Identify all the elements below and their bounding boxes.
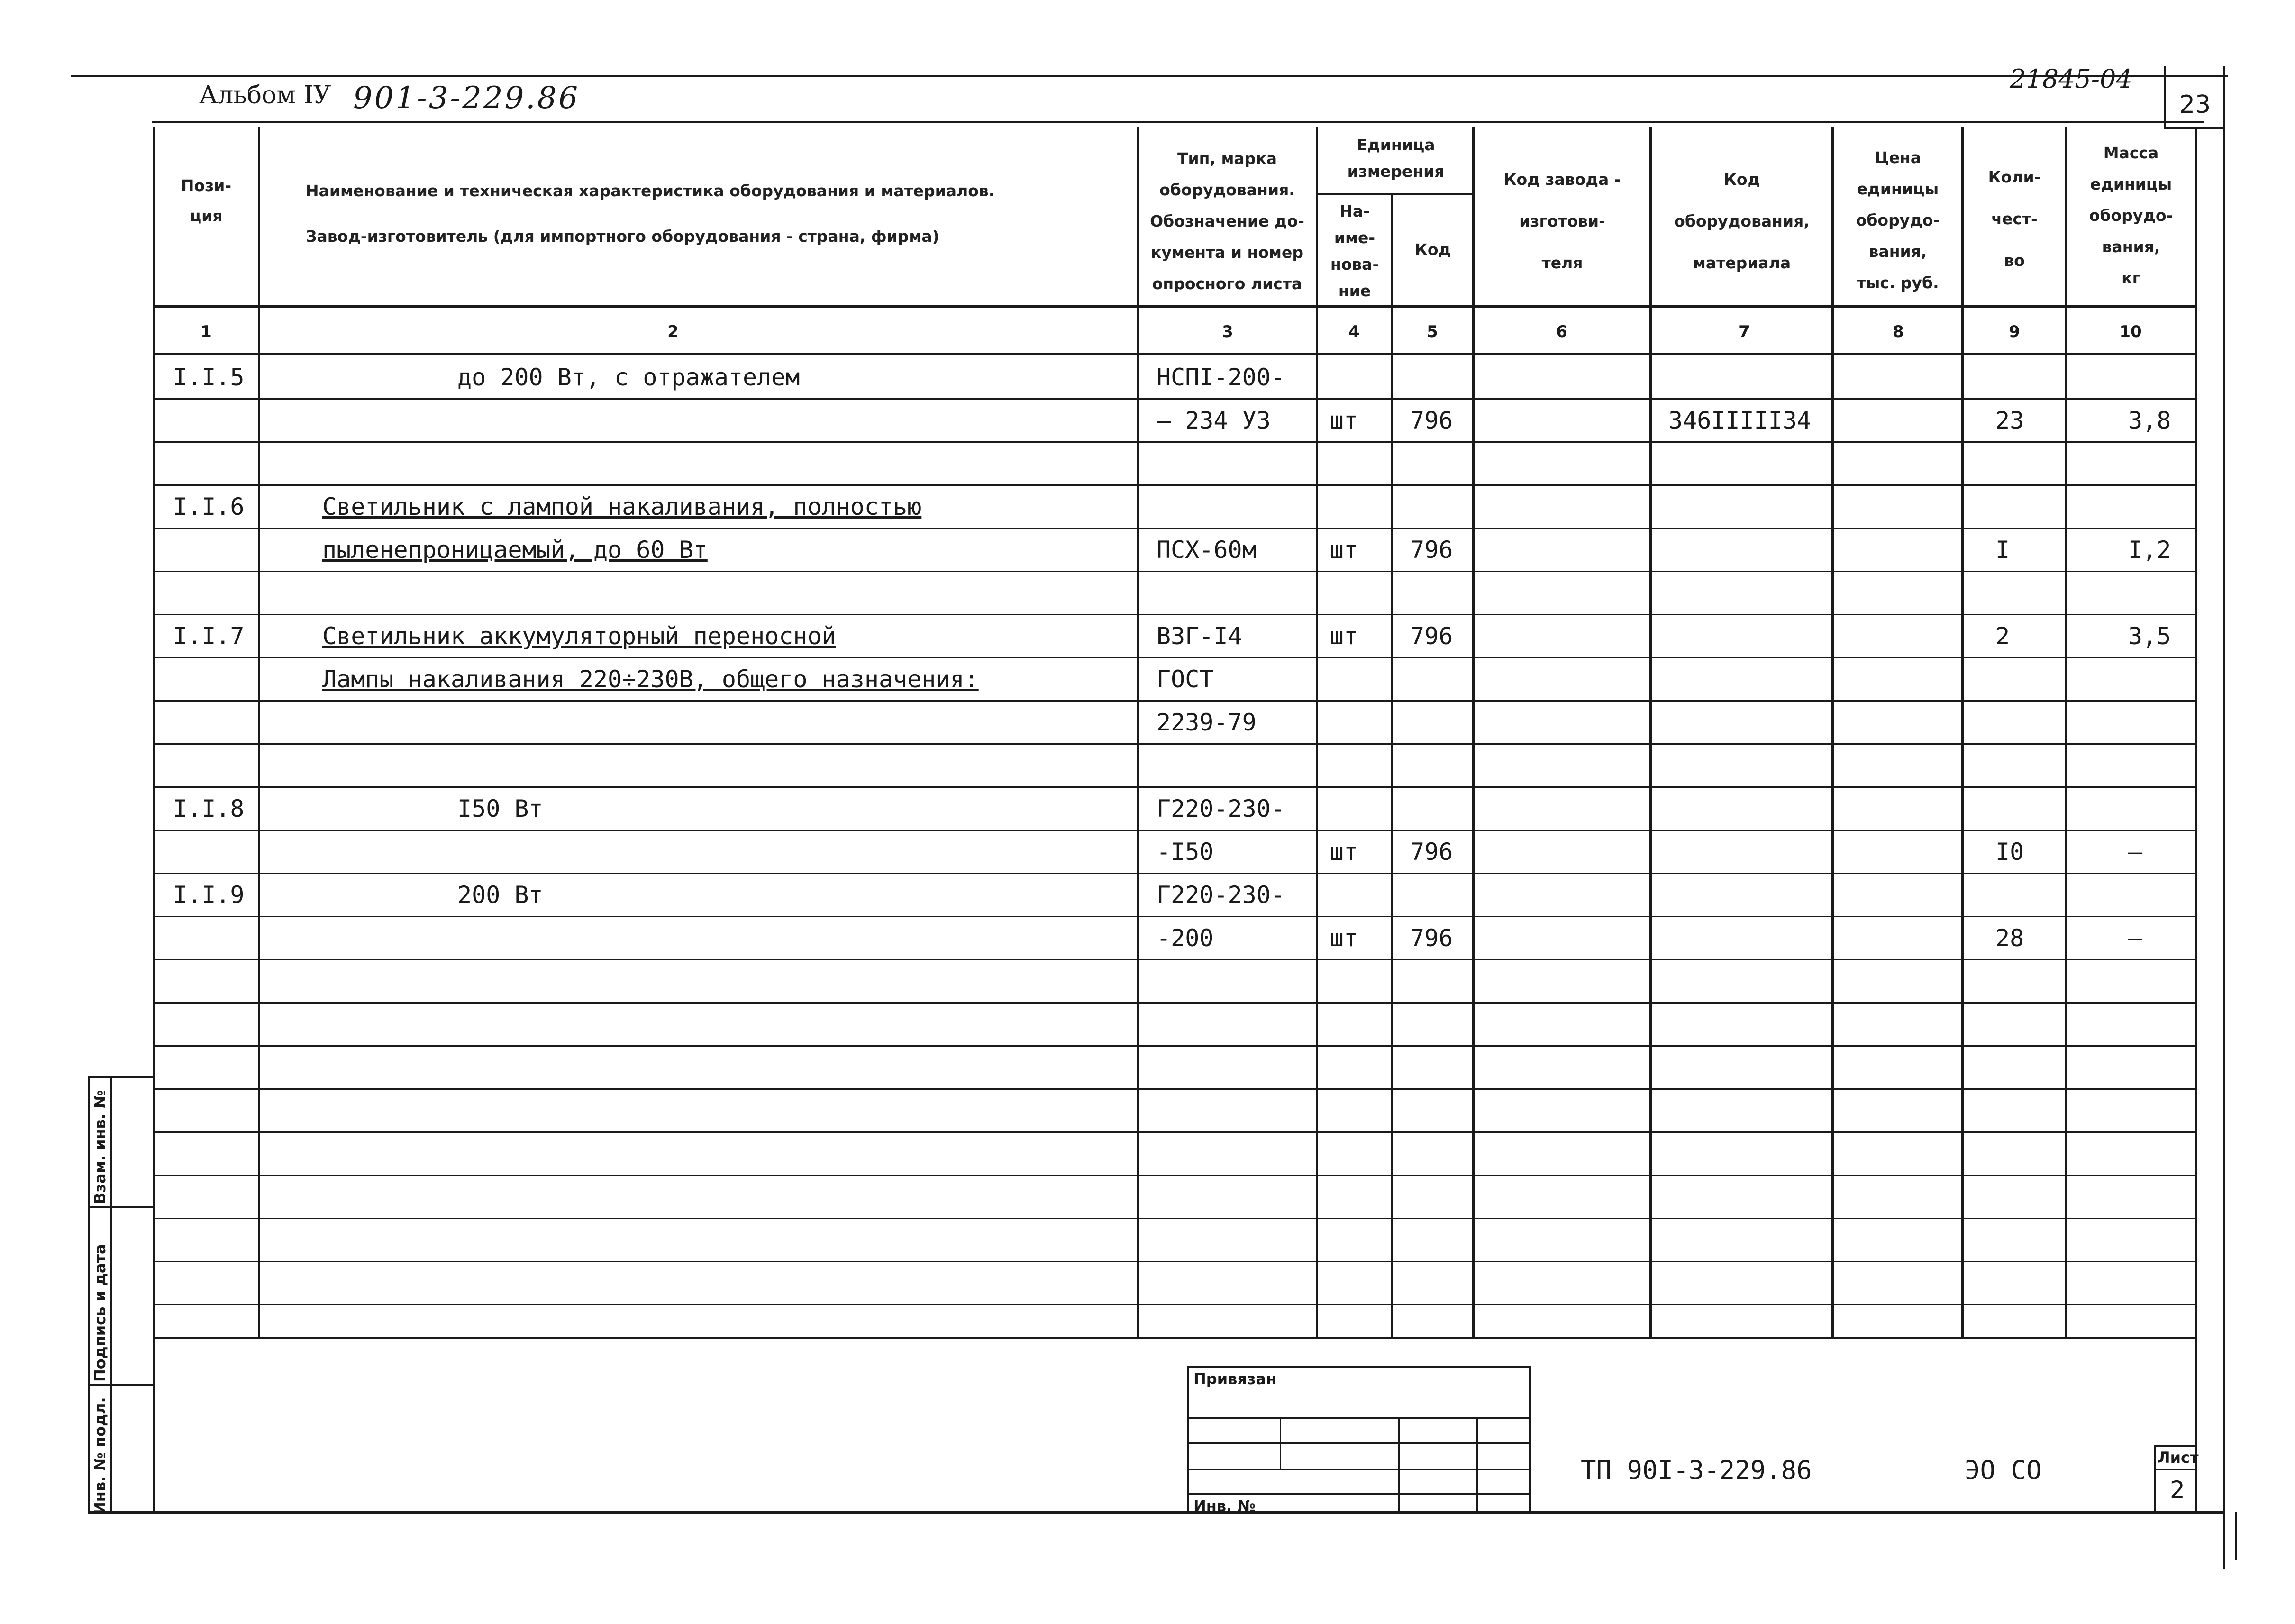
stamp-left xyxy=(1187,1366,1189,1512)
row-code: 796 xyxy=(1410,536,1453,564)
row-name: I50 Вт xyxy=(457,795,543,822)
row-type: Г220-230- xyxy=(1157,795,1285,822)
list-box-mid xyxy=(2154,1469,2197,1470)
row-line xyxy=(153,484,2195,486)
stamp-v3 xyxy=(1476,1417,1478,1512)
stamp-r1 xyxy=(1187,1417,1531,1419)
row-type: НСПI-200- xyxy=(1157,364,1285,391)
row-line xyxy=(153,873,2195,874)
row-type: 2239-79 xyxy=(1157,709,1257,736)
col-num-5: 5 xyxy=(1427,322,1438,341)
side-strip-mid xyxy=(110,1076,112,1512)
bottom-baseline xyxy=(88,1511,2224,1514)
row-quantity: 2 xyxy=(1995,622,2010,650)
row-line xyxy=(153,1261,2195,1262)
side-label-sign: Подпись и дата xyxy=(91,1244,109,1382)
side-strip-top xyxy=(88,1076,154,1078)
row-material-code: 346IIIII34 xyxy=(1668,407,1812,434)
col-num-10: 10 xyxy=(2119,322,2142,341)
row-mass: – xyxy=(2128,924,2143,952)
col-num-7: 7 xyxy=(1739,322,1750,341)
row-line xyxy=(153,528,2195,529)
row-line xyxy=(153,786,2195,788)
row-mass: – xyxy=(2128,838,2143,866)
row-line xyxy=(153,1131,2195,1133)
row-name: пыленепроницаемый, до 60 Вт xyxy=(322,536,708,564)
header-c9: Коли- чест- во xyxy=(1988,168,2041,270)
row-type: -I50 xyxy=(1157,838,1214,866)
stamp-r3 xyxy=(1187,1469,1531,1470)
list-box-left xyxy=(2154,1445,2156,1512)
row-mass: I,2 xyxy=(2128,536,2171,564)
title-underline xyxy=(152,121,2204,123)
row-unit: шт xyxy=(1330,622,1358,650)
row-line xyxy=(153,1002,2195,1004)
top-rule xyxy=(71,75,2228,77)
stamp-r4 xyxy=(1187,1493,1531,1495)
stamp-top xyxy=(1187,1366,1531,1368)
row-line xyxy=(153,700,2195,702)
row-mass: 3,5 xyxy=(2128,622,2171,650)
row-line xyxy=(153,1218,2195,1219)
row-type: ПСХ-60м xyxy=(1157,536,1257,564)
col-sep-6-7 xyxy=(1649,127,1652,1338)
stamp-right xyxy=(1529,1366,1531,1512)
row-quantity: I xyxy=(1995,536,2010,564)
row-unit: шт xyxy=(1330,924,1358,952)
header-c7: Код оборудования, материала xyxy=(1674,170,1810,272)
col-sep-2-3 xyxy=(1137,127,1139,1338)
row-name: 200 Вт xyxy=(457,881,543,909)
doc-designation: ТП 90I-3-229.86 xyxy=(1581,1455,1812,1485)
col-num-3: 3 xyxy=(1222,322,1233,341)
col-sep-3-4 xyxy=(1316,127,1318,1338)
col-sep-5-6 xyxy=(1472,127,1475,1338)
row-quantity: 28 xyxy=(1995,924,2024,952)
header-c1: Пози- ция xyxy=(181,176,232,225)
row-unit: шт xyxy=(1330,838,1358,866)
row-name: Лампы накаливания 220÷230В, общего назначения: xyxy=(322,666,979,693)
list-box-top xyxy=(2154,1445,2197,1447)
col-sep-9-10 xyxy=(2065,127,2067,1338)
inventory-number: 21845-04 xyxy=(2010,64,2132,94)
list-number: 2 xyxy=(2170,1476,2185,1504)
row-line xyxy=(153,1175,2195,1176)
header-bottom xyxy=(153,305,2195,308)
row-line xyxy=(153,959,2195,960)
row-position: I.I.5 xyxy=(173,364,245,391)
col-sep-1-2 xyxy=(258,127,260,1338)
row-position: I.I.7 xyxy=(173,622,245,650)
list-label: Лист xyxy=(2158,1449,2199,1467)
row-line xyxy=(153,441,2195,443)
row-code: 796 xyxy=(1410,924,1453,952)
row-code: 796 xyxy=(1410,407,1453,434)
row-position: I.I.8 xyxy=(173,795,245,822)
right-tick xyxy=(2235,1512,2237,1560)
number-row-bottom xyxy=(153,353,2195,355)
row-type: Г220-230- xyxy=(1157,881,1285,909)
row-unit: шт xyxy=(1330,407,1358,434)
row-type: ВЗГ-I4 xyxy=(1157,622,1242,650)
header-c4: На- име- нова- ние xyxy=(1330,202,1379,300)
row-line xyxy=(153,830,2195,831)
row-line xyxy=(153,916,2195,917)
side-sep2 xyxy=(88,1384,154,1386)
row-quantity: I0 xyxy=(1995,838,2024,866)
col-sep-8-9 xyxy=(1961,127,1964,1338)
stamp-v2 xyxy=(1398,1417,1400,1512)
col-num-6: 6 xyxy=(1556,322,1567,341)
row-mass: 3,8 xyxy=(2128,407,2171,434)
col-num-1: 1 xyxy=(200,322,212,341)
col-sep-4-5 xyxy=(1391,194,1393,1338)
col-num-8: 8 xyxy=(1893,322,1904,341)
sheet-number: 23 xyxy=(2179,91,2211,119)
side-label-vzam: Взам. инв. № xyxy=(91,1090,109,1204)
header-c8: Цена единицы оборудо- вания, тыс. руб. xyxy=(1856,148,1940,292)
row-position: I.I.6 xyxy=(173,493,245,520)
table-body-bottom xyxy=(153,1337,2195,1339)
doc-code: ЭО СО xyxy=(1965,1455,2042,1485)
side-strip-left xyxy=(88,1076,90,1512)
side-sep1 xyxy=(88,1206,154,1208)
col-sep-7-8 xyxy=(1831,127,1834,1338)
row-line xyxy=(153,657,2195,658)
album-label: Альбом IУ xyxy=(199,81,331,109)
row-quantity: 23 xyxy=(1995,407,2024,434)
row-code: 796 xyxy=(1410,838,1453,866)
row-line xyxy=(153,1304,2195,1305)
project-number: 901-3-229.86 xyxy=(353,81,580,116)
stamp-inv: Инв. № xyxy=(1193,1497,1256,1515)
table-left xyxy=(153,127,155,1514)
row-position: I.I.9 xyxy=(173,881,245,909)
row-type: -200 xyxy=(1157,924,1214,952)
row-line xyxy=(153,571,2195,572)
header-c10: Масса единицы оборудо- вания, кг xyxy=(2089,144,2173,287)
header-c3: Тип, марка оборудования. Обозначение до- кумента и номер опросного листа xyxy=(1150,149,1304,293)
col-num-4: 4 xyxy=(1348,322,1360,341)
row-type: ГОСТ xyxy=(1157,666,1214,693)
header-c6: Код завода - изготови- теля xyxy=(1503,170,1621,272)
right-border xyxy=(2223,66,2225,1569)
row-name: Светильник с лампой накаливания, полностью xyxy=(322,493,922,520)
header-c2: Наименование и техническая характеристика оборудования и материалов. Завод-изготовитель (для импортного оборудования - страна, фирма) xyxy=(306,182,995,246)
unit-header-split xyxy=(1316,193,1474,195)
col-num-2: 2 xyxy=(667,322,679,341)
row-line xyxy=(153,1045,2195,1047)
stamp-privyazan: Привязан xyxy=(1193,1370,1277,1388)
row-line xyxy=(153,614,2195,615)
table-right xyxy=(2195,127,2197,1514)
row-code: 796 xyxy=(1410,622,1453,650)
row-line xyxy=(153,1088,2195,1090)
row-name: Светильник аккумуляторный переносной xyxy=(322,622,836,650)
row-type: – 234 У3 xyxy=(1157,407,1271,434)
row-line xyxy=(153,743,2195,745)
header-unit: Единица измерения xyxy=(1347,136,1445,181)
header-c5: Код xyxy=(1414,240,1451,259)
stamp-v1 xyxy=(1280,1417,1281,1469)
sheet-box-left xyxy=(2164,66,2166,128)
col-num-9: 9 xyxy=(2009,322,2020,341)
stamp-r2 xyxy=(1187,1442,1531,1444)
side-label-inv: Инв. № подл. xyxy=(91,1397,109,1515)
row-name: до 200 Вт, с отражателем xyxy=(457,364,800,391)
row-unit: шт xyxy=(1330,536,1358,564)
row-line xyxy=(153,398,2195,400)
